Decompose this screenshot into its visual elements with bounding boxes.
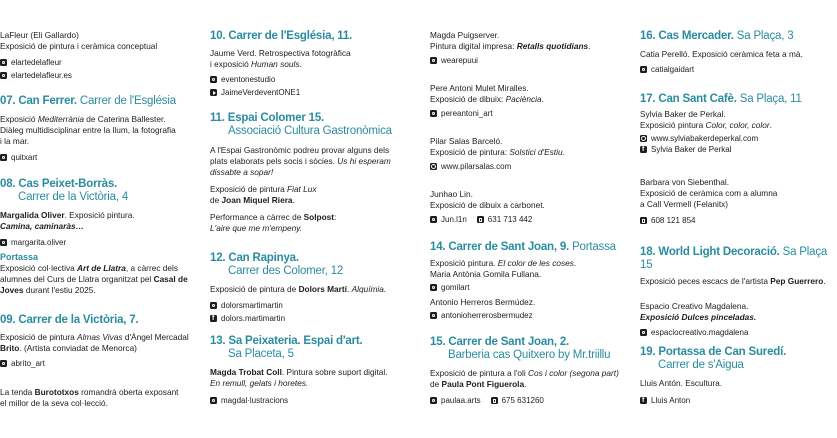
artist-name: LaFleur (Eli Gallardo) [0,30,79,40]
entry-12 [210,252,415,324]
instagram-handle: gomilart [441,283,470,292]
exhibit-line: L'aire que me m'empeny. [210,223,303,233]
venue-number: 19. Portassa de Can Suredí. [640,346,787,358]
instagram-link[interactable] [210,300,415,311]
instagram-icon [430,216,437,223]
exhibit-line: Exposició Mediterrània de Caterina Ballester. [0,114,166,124]
entry-pilar [430,136,620,172]
entry-portassa [0,251,195,296]
exhibit-line: alumnes del Curs de Llatra organitzat pel Casal de [0,274,188,284]
youtube-handle: JaimeVerdeventONE1 [221,88,301,97]
entry-16 [640,30,830,75]
venue-heading: 10. Carrer de l'Església, 11. [210,30,353,42]
venue-number: 15. Carrer de Sant Joan, 2. [430,336,570,348]
subheading: Portassa [0,252,39,262]
note-line: La tenda Burototxos romandrà oberta exposant [0,387,179,397]
exhibit-line: Exposició de pintura de Dolors Martí. Alquímia. [210,284,387,294]
venue-heading [430,241,620,254]
entry-barbara [640,177,830,226]
entry-magda [430,30,620,66]
instagram-icon [640,66,647,73]
instagram-link[interactable] [210,395,415,406]
entry-pere [430,83,620,119]
exhibit-line: A l'Espai Gastronòmic podreu provar alguns dels [210,145,390,155]
venue-heading [210,252,415,278]
exhibit-line: Exposició de dibuix: Paciència. [430,94,544,104]
instagram-link[interactable] [0,237,195,248]
instagram-handle: abrito_art [11,359,45,368]
instagram-icon [640,329,647,336]
website-link[interactable] [640,133,830,144]
artist-name: Magda Puigserver. [430,30,500,40]
exhibit-line: Exposició de dibuix a carbonet. [430,200,545,210]
entry-07 [0,95,195,163]
entry-14 [430,241,620,321]
instagram-link[interactable] [430,282,620,293]
exhibit-line: Exposició pintura. El color de les coses. [430,258,577,268]
instagram-handle: eventonestudio [221,75,276,84]
column-1 [0,0,195,438]
artist-name: Pere Antoni Mulet Miralles. [430,83,529,93]
instagram-icon [430,312,437,319]
exhibit-line: i exposició Human souls. [210,59,302,69]
artist-name: Sylvia Baker de Perkal. [640,109,726,119]
venue-location: Carrer de s'Aigua [658,359,744,371]
venue-heading: 09. Carrer de la Victòria, 7. [0,314,139,326]
exhibit-line: Exposició de pintura: Solstici d'Estiu. [430,147,565,157]
instagram-icon [430,57,437,64]
venue-number: 11. Espai Colomer 15. [210,112,325,124]
entry-17 [640,93,830,155]
venue-number: 12. Can Rapinya. [210,252,299,264]
artist-name: Antonio Herreros Bermúdez. [430,297,536,307]
artist-name: Junhao Lin. [430,189,473,199]
instagram-link[interactable] [210,74,415,85]
venue-number: 07. Can Ferrer. [0,95,77,107]
venue-location: Sa Plaça 15 [640,246,828,271]
instagram-icon [210,397,217,404]
facebook-link[interactable] [640,395,830,406]
instagram-link[interactable] [640,64,830,75]
venue-location: Carrer de la Victòria, 4 [18,191,129,203]
phone-number: 631 713 442 [487,215,533,224]
exhibit-line: Exposició Dulces pinceladas. [640,312,757,322]
venue-number: 08. Cas Peixet-Borràs. [0,178,118,190]
exhibit-line: Exposició de ceràmica com a alumna [640,188,778,198]
instagram-handle: pereantoni_art [441,109,493,118]
entry-15 [430,336,620,406]
instagram-icon [430,110,437,117]
facebook-icon [640,397,647,404]
facebook-link[interactable] [210,313,415,324]
instagram-link[interactable] [430,214,467,225]
exhibit-line: Brito. (Artista conviadat de Menorca) [0,343,137,353]
note-line: el millor de la seva col·lecció. [0,398,108,408]
phone-link[interactable] [640,215,830,226]
instagram-handle: quitxart [11,153,38,162]
facebook-handle: Lluis Anton [651,396,691,405]
phone-link[interactable] [491,395,544,406]
entry-09 [0,314,195,369]
phone-icon [640,217,647,224]
exhibit-line: de Joan Miquel Riera. [210,195,295,205]
entry-lafleur [0,30,195,81]
instagram-icon [0,59,7,66]
column-4 [640,0,830,438]
entry-11 [210,112,415,234]
exhibit-line: Camina, caminaràs… [0,221,84,231]
instagram-handle: elartedelafleur [11,58,62,67]
venue-heading [640,30,830,43]
instagram-icon [430,397,437,404]
exhibit-line: Diàleg multidisciplinar entre la llum, la fotografia [0,125,176,135]
instagram-icon [0,360,7,367]
instagram-handle: antonioherrerosbermudez [441,311,533,320]
instagram-link[interactable] [0,57,195,68]
instagram-link[interactable] [640,327,830,338]
phone-icon [491,397,498,404]
youtube-link[interactable] [210,87,415,98]
website-link[interactable] [430,161,620,172]
column-2 [210,0,415,438]
exhibit-line: Exposició pintura Color, color, color. [640,120,772,130]
venue-location: Sa Plaça, 11 [739,93,802,105]
entry-note [0,387,195,409]
youtube-icon [210,89,217,96]
venue-number: 14. Carrer de Sant Joan, 9. [430,241,570,253]
exhibit-line: Exposició de pintura Fiat Lux [210,184,317,194]
instagram-link[interactable] [430,55,620,66]
exhibit-line: Exposició de pintura a l'oli Cos i color (segona part) [430,368,619,378]
website-text: elartedelafleur.es [11,71,72,80]
artist-name: Pilar Salas Barceló. [430,136,503,146]
venue-heading [430,336,620,362]
venue-location: Carrer des Colomer, 12 [228,265,344,277]
instagram-handle: paulaa.arts [441,396,481,405]
instagram-handle: magdal·lustracions [221,396,289,405]
instagram-link[interactable] [430,310,620,321]
exhibit-line: a Call Vermell (Felanitx) [640,199,729,209]
facebook-handle: dolors.martimartin [221,314,286,323]
exhibit-desc: Exposició de pintura i ceràmica conceptual [0,41,158,51]
globe-icon [640,135,647,142]
website-link[interactable] [0,70,195,81]
exhibit-line: Exposició peces escacs de l'artista Pep Guerrero. [640,276,826,286]
exhibit-line: Catia Perelló. Exposició ceràmica feta a mà. [640,49,803,59]
exhibit-line: i la mar. [0,136,30,146]
entry-18 [640,246,830,338]
artist-name: Espacio Creativo Magdalena. [640,301,749,311]
instagram-icon [430,284,437,291]
venue-heading [640,346,830,372]
instagram-link[interactable] [430,395,481,406]
phone-number: 608 121 854 [651,216,696,225]
exhibit-line: En remull, gelats i horetes. [210,378,309,388]
phone-icon [477,216,484,223]
instagram-link[interactable] [0,358,195,369]
facebook-icon [210,315,217,322]
exhibit-line: Jaume Verd. Retrospectiva fotogràfica [210,48,351,58]
facebook-link[interactable] [640,144,830,155]
exhibit-line: Margalida Oliver. Exposició pintura. [0,210,135,220]
website-text: www.pilarsalas.com [441,162,512,171]
facebook-handle: Sylvia Baker de Perkal [651,145,732,154]
entry-08 [0,178,195,248]
instagram-icon [0,72,7,79]
entry-10 [210,30,415,98]
artist-name: Maria Antònia Gomila Fullana. [430,269,542,279]
venue-location: Associació Cultura Gastronòmica [228,125,392,137]
exhibit-line: Joves durant l'estiu 2025. [0,285,96,295]
exhibit-line: Exposició de pintura Almas Vivas d'Àngel Mercadal [0,332,189,342]
exhibit-line: Performance a càrrec de Solpost: [210,212,337,222]
venue-location: Carrer de l'Església [79,95,176,107]
instagram-icon [210,302,217,309]
instagram-icon [210,76,217,83]
phone-link[interactable] [477,214,533,225]
venue-location: Sa Plaça, 3 [736,30,794,42]
entry-13 [210,335,415,406]
phone-number: 675 631260 [501,396,544,405]
globe-icon [430,163,437,170]
instagram-link[interactable] [430,108,620,119]
artist-name: Barbara von Siebenthal. [640,177,730,187]
venue-heading [210,112,415,138]
website-text: www.sylviabakerdeperkal.com [651,134,759,143]
venue-number: 17. Can Sant Cafè. [640,93,737,105]
venue-heading [0,95,195,108]
venue-heading [0,178,195,204]
exhibit-line: Exposició col·lectiva Art de Llatra, a càrrec dels [0,263,178,273]
instagram-handle: dolorsmartimartin [221,301,283,310]
instagram-handle: catialgaidart [651,65,695,74]
entry-19 [640,346,830,406]
instagram-handle: wearepuui [441,56,478,65]
instagram-handle: espaciocreativo.magdalena [651,328,749,337]
entry-junhao [430,189,620,225]
instagram-handle: Jun.l1n [441,215,467,224]
column-3 [430,0,620,438]
exhibit-line: de Paula Pont Figuerola. [430,379,527,389]
venue-number: 13. Sa Peixateria. Espai d'art. [210,335,363,347]
instagram-handle: margarita.oliver [11,238,67,247]
venue-location: Sa Placeta, 5 [228,348,294,360]
facebook-icon [640,146,647,153]
venue-heading [640,93,830,106]
instagram-link[interactable] [0,152,195,163]
exhibit-line: dissabte a sopar! [210,167,274,177]
venue-heading [210,335,415,361]
exhibit-line: Magda Trobat Coll. Pintura sobre suport digital. [210,367,388,377]
venue-number: 18. World Light Decoració. [640,246,780,258]
venue-location: Portassa [572,241,616,253]
exhibit-line: Lluis Antón. Escultura. [640,378,723,388]
exhibit-line: Pintura digital impresa: Retalls quotidians. [430,41,591,51]
instagram-icon [0,239,7,246]
venue-number: 16. Cas Mercader. [640,30,734,42]
instagram-icon [0,154,7,161]
venue-location: Barberia cas Quitxero by Mr.triillu [448,349,611,361]
exhibit-line: plats elaborats pels socis i sòcies. Us hi esperam [210,156,391,166]
venue-heading [640,246,830,272]
